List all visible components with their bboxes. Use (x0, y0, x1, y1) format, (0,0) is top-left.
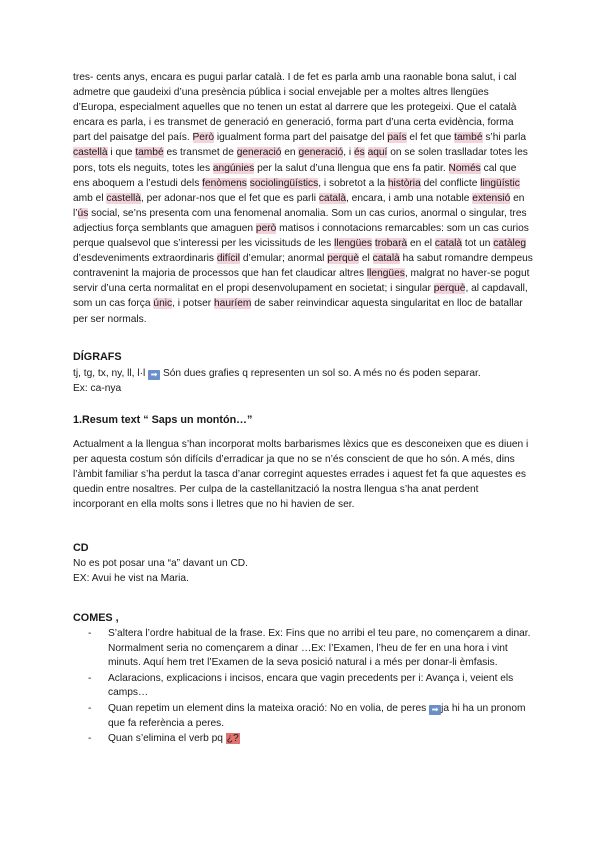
paragraph-text: igualment forma part del paisatge del (214, 132, 388, 144)
list-item-text-end: ja hi ha un pronom que fa referència a peres. (108, 702, 526, 729)
intro-paragraph (73, 70, 533, 327)
paragraph-text: d’esdeveniments extraordinaris (73, 253, 217, 265)
highlighted-word: perquè (433, 283, 466, 295)
highlighted-word: Només (448, 162, 481, 174)
bullet-dash: - (88, 628, 92, 639)
bullet-dash: - (88, 672, 92, 684)
highlighted-word: llengües (366, 268, 405, 280)
paragraph-text: , i potser (172, 298, 215, 310)
paragraph-text: cal que ens aboquem a l’estudi dels (73, 162, 517, 189)
comes-list (88, 627, 533, 748)
question-mark-highlight: ¿? (226, 733, 239, 745)
highlighted-word: també (135, 147, 164, 159)
cd-rule: No es pot posar una “a” davant un CD. (73, 558, 248, 569)
paragraph-text: el fet que (406, 132, 455, 144)
comes-heading: COMES , (73, 612, 119, 624)
highlighted-word: lingüístic (480, 177, 520, 189)
highlighted-word: Però (192, 132, 215, 144)
list-item-text: Aclaracions, explicacions i incisos, encara que vagin precedents per i: Avança i, veient els camps… (108, 672, 514, 699)
highlighted-word: català (434, 238, 463, 250)
digrafs-line-end: Són dues grafies q representen un sol so. A més no és poden separar. (160, 368, 481, 379)
highlighted-word: sociolingüístics (249, 177, 319, 189)
list-item-text: S’altera l’ordre habitual de la frase. Ex: Fins que no arribi el teu pare, no començarem a dinar. Normalment seria no començarem a dinar …Ex: l’Examen, l’heu de fer en una hora i vint minuts. Aquí hem tret l’Examen de la seva posició natural i a més per donar-li èmfasis. (108, 628, 531, 669)
highlighted-word: també (454, 132, 483, 144)
highlighted-word: país (387, 132, 407, 144)
paragraph-text: es transmet de (163, 147, 237, 159)
digrafs-line: tj, tg, tx, ny, ll, l·l (73, 368, 149, 379)
paragraph-text: , malgrat no haver-se pogut servir d’una certa normalitat en el propi desenvolupament en societat; i singular (73, 268, 530, 295)
resum-body: Actualment a la llengua s’han incorporat molts barbarismes lèxics que es desconeixen que es diuen i per aquesta costum són difícils d’erradicar ja que no se n’és conscient de que ho són. A més, dins l’àmbit familiar s’ha perdut la tasca d’anar corregint aquestes errades i aquest fet fa que aquestes es quedin entre nosaltres. Per culpa de la castellanització la nostra llengua s’ha anat perdent incorporant en ella molts sons i lletres que no hi havien de ser. (73, 439, 529, 511)
highlighted-word: castellà (106, 192, 141, 204)
list-item-text: Quan repetim un element dins la mateixa oració: No en volia, de peres (108, 702, 430, 714)
highlighted-word: difícil (216, 253, 241, 265)
cd-example: EX: Avui he vist na Maria. (73, 573, 189, 585)
paragraph-text: d’emular; anormal (240, 253, 328, 265)
right-arrow-icon: ➡ (429, 705, 441, 715)
paragraph-text: i que (107, 147, 136, 159)
paragraph-text: ha sabut romandre dempeus contravenint la majoria de processos que han fet claudicar altres (73, 253, 533, 280)
paragraph-text: del conflicte (420, 177, 481, 189)
paragraph-text: , al capdavall, som un cas força (73, 283, 528, 310)
highlighted-word: llengües (334, 238, 373, 250)
highlighted-word: ús (77, 207, 89, 219)
paragraph-text: de saber reinvindicar aquesta singularitat en lloc de batallar per ser normals. (73, 298, 523, 325)
highlighted-word: generació (298, 147, 344, 159)
cd-heading: CD (73, 542, 89, 554)
highlighted-word: català (318, 192, 346, 204)
list-item (88, 732, 533, 747)
bullet-dash: - (88, 702, 92, 714)
paragraph-text: en el (407, 238, 435, 250)
highlighted-word: història (387, 177, 421, 189)
highlighted-word: hauríem (214, 298, 252, 310)
list-item (88, 627, 533, 671)
paragraph-text: , i sobretot a la (318, 177, 388, 189)
paragraph-text: per la salut d’una llengua que ens fa patir. (254, 162, 449, 174)
bullet-dash: - (88, 733, 92, 745)
paragraph-text: en (281, 147, 299, 159)
digrafs-heading: DÍGRAFS (73, 351, 122, 363)
highlighted-word: aquí (367, 147, 388, 159)
paragraph-text: el (359, 253, 373, 265)
list-item-text: Quan s’elimina el verb pq (108, 733, 226, 745)
paragraph-text: , i (343, 147, 354, 159)
paragraph-text: tres- cents anys, encara es pugui parlar català. I de fet es parla amb una raonable bona salut, i cal admetre que gaudeixi d’una presència pública i social envejable per a moltes altres llengües d’Europa, especialment aquelles que no tenen un estat al darrere que les protegeixi. Que el català encara es parla, i es transmet de generació en generació, forma part d’una certa evidència, forma part del paisatge del país. (73, 72, 517, 144)
paragraph-text: on se solen traslladar totes les pors, tots els neguits, totes les (73, 147, 528, 174)
highlighted-word: catàleg (493, 238, 527, 250)
resum-heading: 1.Resum text “ Saps un montón…” (73, 414, 253, 426)
paragraph-text: social, se’ns presenta com una fenomenal anomalia. Som un cas curios, anormal o singular, tres adjectius força semblants que amaguen (73, 207, 527, 234)
paragraph-text: matisos i connotacions remarcables: som un cas curios perque qualsevol que s’interessi per les vicissituds de les (73, 222, 529, 250)
highlighted-word: fenòmens (202, 177, 247, 189)
highlighted-word: castellà (73, 147, 108, 159)
list-item (88, 672, 533, 701)
cd-text (73, 556, 531, 586)
highlighted-word: trobarà (374, 238, 408, 250)
highlighted-word: català (372, 253, 400, 265)
highlighted-word: extensió (472, 192, 511, 204)
highlighted-word: generació (236, 147, 282, 159)
highlighted-word: però (255, 222, 277, 234)
paragraph-text: , encara, i amb una notable (346, 192, 473, 204)
highlighted-word: perquè (327, 253, 359, 265)
paragraph-text: , per adonar-nos que el fet que es parli (140, 192, 319, 204)
highlighted-word: és (353, 147, 365, 159)
highlighted-word: únic (153, 298, 173, 310)
paragraph-text: amb el (73, 192, 107, 204)
paragraph-text: tot un (462, 238, 494, 250)
paragraph-text: en l’ (73, 192, 525, 219)
digrafs-example: Ex: ca-nya (73, 383, 122, 395)
digrafs-text (73, 366, 531, 396)
list-item (88, 702, 533, 731)
paragraph-text: s’hi parla (482, 132, 527, 144)
highlighted-word: angúnies (212, 162, 255, 174)
right-arrow-icon: ➡ (148, 370, 160, 380)
